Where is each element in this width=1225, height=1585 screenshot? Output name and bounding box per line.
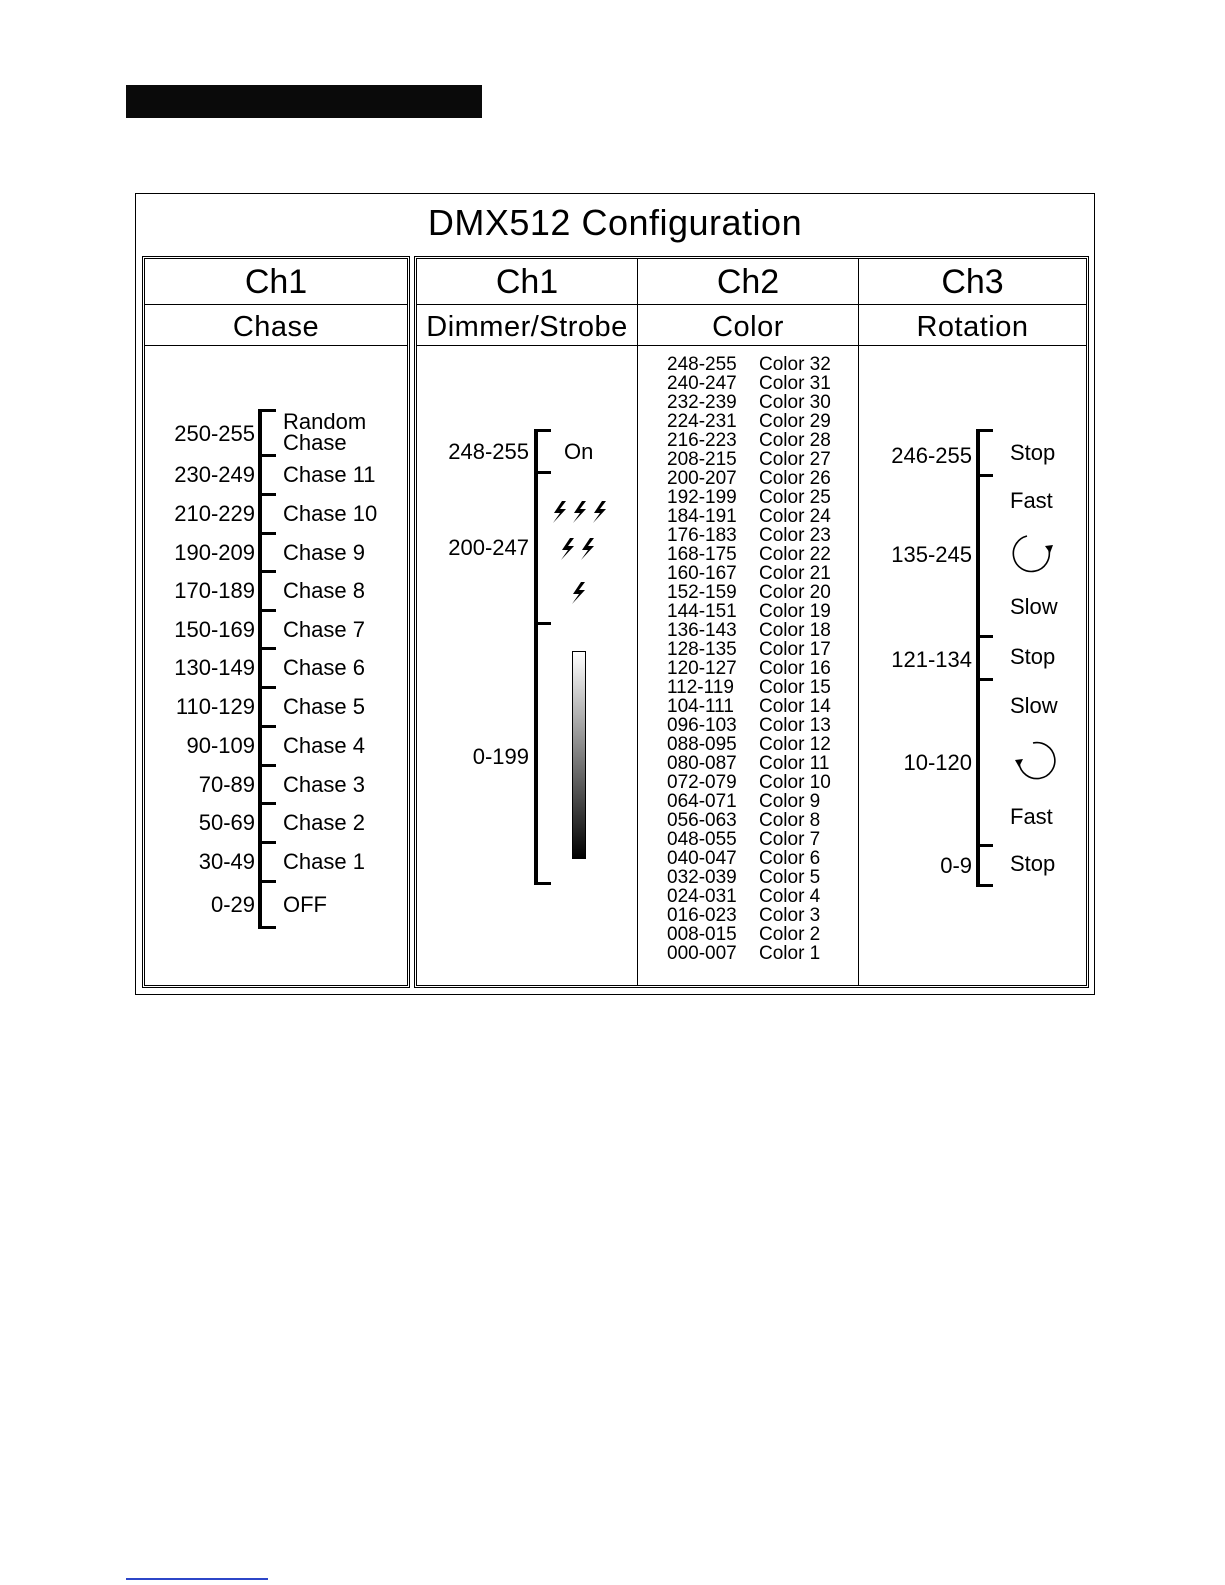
- function-label: Chase 5: [283, 694, 365, 719]
- color-label: Color 14: [759, 696, 831, 717]
- strobe-fast-icon: [550, 499, 616, 525]
- list-item: [667, 944, 831, 963]
- color-label: Color 18: [759, 620, 831, 641]
- range-label: 104-111: [667, 696, 734, 717]
- list-item: [667, 450, 831, 469]
- range-label: 30-49: [198, 849, 255, 874]
- function-label: Chase 3: [283, 772, 365, 797]
- range-label: 130-149: [174, 655, 255, 680]
- list-item: [667, 906, 831, 925]
- color-label: Color 20: [759, 582, 831, 603]
- color-label: Color 26: [759, 468, 831, 489]
- color-label: Color 24: [759, 506, 831, 527]
- range-label: 224-231: [667, 411, 737, 432]
- list-item: [667, 583, 831, 602]
- bracket-tick: [258, 493, 276, 496]
- rotate-cw-icon: [1011, 530, 1057, 576]
- range-label: 0-29: [210, 892, 255, 917]
- range-label: 096-103: [667, 715, 737, 736]
- range-label: 135-245: [891, 542, 972, 567]
- chase-panel: [142, 256, 410, 988]
- range-bracket: [534, 429, 538, 885]
- color-label: Color 29: [759, 411, 831, 432]
- function-label: Chase 6: [283, 655, 365, 680]
- bracket-tick: [976, 678, 993, 681]
- range-label: 170-189: [174, 578, 255, 603]
- function-header: Chase: [232, 311, 320, 343]
- range-label: 248-255: [448, 439, 529, 464]
- color-label: Color 6: [759, 848, 821, 869]
- bracket-tick: [258, 841, 276, 844]
- range-label: 048-055: [667, 829, 737, 850]
- range-label: 184-191: [667, 506, 737, 527]
- range-label: 056-063: [667, 810, 737, 831]
- color-label: Color 7: [759, 829, 821, 850]
- footer-rule: [126, 1578, 268, 1580]
- range-label: 70-89: [198, 772, 255, 797]
- header-divider: [145, 304, 407, 305]
- range-label: 250-255: [174, 421, 255, 446]
- range-label: 110-129: [175, 694, 255, 719]
- range-label: 150-169: [174, 617, 255, 642]
- list-item: [667, 488, 831, 507]
- function-label: Chase 8: [283, 578, 365, 603]
- bracket-tick: [258, 926, 276, 929]
- bracket-tick: [258, 409, 276, 412]
- function-label: Slow: [1010, 693, 1058, 718]
- list-item: [667, 792, 831, 811]
- range-bracket: [976, 429, 980, 887]
- list-item: [667, 868, 831, 887]
- range-label: 160-167: [667, 563, 737, 584]
- function-label: OFF: [283, 892, 327, 917]
- channel-header: Ch2: [716, 263, 780, 301]
- list-item: [667, 374, 831, 393]
- bracket-tick: [258, 609, 276, 612]
- range-label: 120-127: [667, 658, 737, 679]
- color-label: Color 28: [759, 430, 831, 451]
- function-label: On: [564, 439, 594, 464]
- color-label: Color 4: [759, 886, 821, 907]
- color-label: Color 30: [759, 392, 831, 413]
- bracket-tick: [258, 880, 276, 883]
- list-item: [667, 393, 831, 412]
- list-item: [667, 925, 831, 944]
- range-label: 136-143: [667, 620, 737, 641]
- range-label: 240-247: [667, 373, 737, 394]
- range-label: 230-249: [174, 462, 255, 487]
- function-label: Fast: [1010, 804, 1053, 829]
- bracket-tick: [976, 635, 993, 638]
- function-header: Rotation: [916, 311, 1029, 343]
- list-item: [667, 678, 831, 697]
- bracket-tick: [258, 686, 276, 689]
- color-label: Color 17: [759, 639, 831, 660]
- header-divider: [417, 304, 1086, 305]
- list-item: [667, 507, 831, 526]
- range-label: 152-159: [667, 582, 737, 603]
- range-label: 000-007: [667, 943, 737, 964]
- range-bracket: [258, 409, 262, 929]
- bracket-tick: [258, 764, 276, 767]
- color-label: Color 2: [759, 924, 821, 945]
- range-label: 088-095: [667, 734, 737, 755]
- list-item: [667, 526, 831, 545]
- color-label: Color 21: [759, 563, 831, 584]
- range-label: 200-247: [448, 535, 529, 560]
- range-label: 190-209: [174, 540, 255, 565]
- function-label: Chase 2: [283, 810, 365, 835]
- function-label: Chase 9: [283, 540, 365, 565]
- function-label: Chase 1: [283, 849, 365, 874]
- list-item: [667, 659, 831, 678]
- color-list: [667, 355, 831, 963]
- range-label: 0-9: [940, 853, 972, 878]
- color-label: Color 5: [759, 867, 821, 888]
- page-title: DMX512 Configuration: [427, 202, 803, 243]
- color-label: Color 3: [759, 905, 821, 926]
- dmx-config-table: [135, 193, 1095, 995]
- bracket-tick: [258, 647, 276, 650]
- rotate-ccw-icon: [1011, 739, 1057, 785]
- header-divider: [145, 345, 407, 346]
- range-label: 10-120: [903, 750, 972, 775]
- list-item: [667, 602, 831, 621]
- function-label: Stop: [1010, 440, 1056, 465]
- dimmer-gradient-icon: [572, 651, 586, 859]
- strobe-medium-icon: [558, 536, 604, 562]
- color-label: Color 13: [759, 715, 831, 736]
- color-label: Color 15: [759, 677, 831, 698]
- column-divider: [637, 259, 638, 985]
- color-label: Color 8: [759, 810, 821, 831]
- redaction-bar: [126, 85, 482, 118]
- list-item: [667, 564, 831, 583]
- color-label: Color 9: [759, 791, 821, 812]
- color-label: Color 1: [759, 943, 821, 964]
- range-label: 246-255: [891, 443, 972, 468]
- function-header: Dimmer/Strobe: [426, 311, 628, 343]
- bracket-tick: [258, 802, 276, 805]
- channel-header: Ch3: [941, 263, 1004, 301]
- range-label: 072-079: [667, 772, 737, 793]
- range-label: 216-223: [667, 430, 737, 451]
- color-label: Color 22: [759, 544, 831, 565]
- list-item: [667, 735, 831, 754]
- range-label: 168-175: [667, 544, 737, 565]
- range-label: 210-229: [174, 501, 255, 526]
- color-label: Color 23: [759, 525, 831, 546]
- function-label: Fast: [1010, 488, 1053, 513]
- range-label: 90-109: [186, 733, 255, 758]
- list-item: [667, 754, 831, 773]
- function-label: Chase 10: [283, 501, 378, 526]
- range-label: 208-215: [667, 449, 737, 470]
- color-label: Color 12: [759, 734, 831, 755]
- range-label: 50-69: [198, 810, 255, 835]
- function-label: Stop: [1010, 644, 1056, 669]
- list-item: [667, 412, 831, 431]
- list-item: [667, 431, 831, 450]
- function-label: Slow: [1010, 594, 1058, 619]
- color-label: Color 16: [759, 658, 831, 679]
- list-item: [667, 811, 831, 830]
- list-item: [667, 640, 831, 659]
- range-label: 200-207: [667, 468, 737, 489]
- bracket-tick: [976, 429, 993, 432]
- function-label: Chase 4: [283, 733, 365, 758]
- color-label: Color 25: [759, 487, 831, 508]
- range-label: 032-039: [667, 867, 737, 888]
- bracket-tick: [534, 471, 551, 474]
- function-label: Random Chase: [283, 409, 367, 455]
- function-header: Color: [712, 311, 784, 343]
- color-label: Color 31: [759, 373, 831, 394]
- range-label: 176-183: [667, 525, 737, 546]
- bracket-tick: [258, 532, 276, 535]
- range-label: 080-087: [667, 753, 737, 774]
- bracket-tick: [258, 454, 276, 457]
- list-item: [667, 697, 831, 716]
- bracket-tick: [976, 474, 993, 477]
- range-label: 024-031: [667, 886, 737, 907]
- range-label: 064-071: [667, 791, 737, 812]
- bracket-tick: [976, 844, 993, 847]
- function-label: Stop: [1010, 851, 1056, 876]
- bracket-tick: [258, 725, 276, 728]
- bracket-tick: [534, 622, 551, 625]
- range-label: 040-047: [667, 848, 737, 869]
- bracket-tick: [976, 884, 993, 887]
- channels-panel: [414, 256, 1089, 988]
- list-item: [667, 887, 831, 906]
- color-label: Color 10: [759, 772, 831, 793]
- range-label: 144-151: [667, 601, 737, 622]
- list-item: [667, 469, 831, 488]
- range-label: 192-199: [667, 487, 737, 508]
- bracket-tick: [258, 570, 276, 573]
- list-item: [667, 830, 831, 849]
- strobe-slow-icon: [569, 580, 591, 606]
- color-label: Color 27: [759, 449, 831, 470]
- channel-header: Ch1: [495, 263, 559, 301]
- list-item: [667, 545, 831, 564]
- channel-header: Ch1: [244, 263, 308, 301]
- function-label: Chase 11: [283, 462, 376, 487]
- header-divider: [417, 345, 1086, 346]
- color-label: Color 32: [759, 354, 831, 375]
- list-item: [667, 355, 831, 374]
- bracket-tick: [534, 882, 551, 885]
- range-label: 232-239: [667, 392, 737, 413]
- color-label: Color 11: [759, 753, 830, 774]
- list-item: [667, 773, 831, 792]
- function-label: Chase 7: [283, 617, 365, 642]
- list-item: [667, 849, 831, 868]
- range-label: 121-134: [891, 647, 972, 672]
- bracket-tick: [534, 429, 551, 432]
- range-label: 016-023: [667, 905, 737, 926]
- range-label: 248-255: [667, 354, 737, 375]
- range-label: 112-119: [667, 677, 734, 698]
- range-label: 008-015: [667, 924, 737, 945]
- range-label: 0-199: [472, 744, 529, 769]
- range-label: 128-135: [667, 639, 737, 660]
- list-item: [667, 621, 831, 640]
- color-label: Color 19: [759, 601, 831, 622]
- list-item: [667, 716, 831, 735]
